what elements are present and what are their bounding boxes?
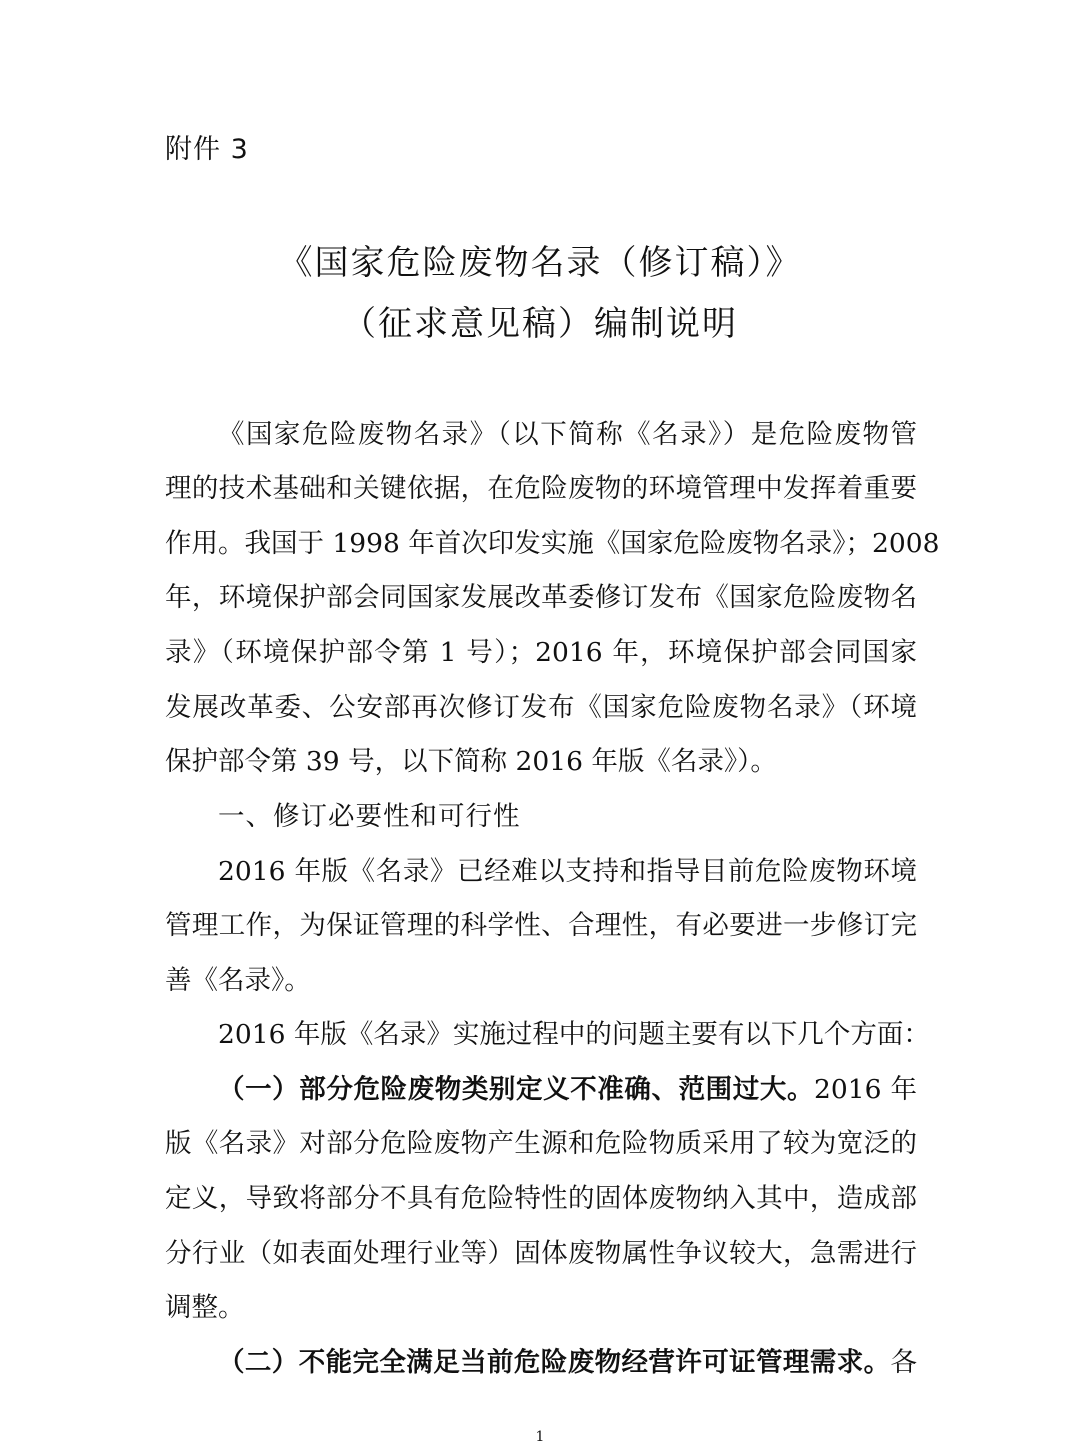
paragraph-line: 调整。: [165, 1292, 245, 1323]
annex-label: 附件 3: [165, 134, 249, 165]
paragraph-line: 2016 年版《名录》实施过程中的问题主要有以下几个方面：: [218, 1019, 930, 1050]
issue-2-title: （二）不能完全满足当前危险废物经营许可证管理需求。: [218, 1347, 891, 1378]
intro-line: 保护部令第 39 号，以下简称 2016 年版《名录》）。: [165, 746, 777, 777]
intro-line: 录》（环境保护部令第 1 号）；2016 年，环境保护部会同国家: [165, 637, 917, 668]
intro-line: 《国家危险废物名录》（以下简称《名录》）是危险废物管: [218, 419, 917, 450]
intro-line: 作用。我国于 1998 年首次印发实施《国家危险废物名录》；2008: [165, 528, 940, 559]
page-number: 1: [535, 1429, 545, 1445]
issue-2-text-start: 各: [890, 1347, 917, 1378]
paragraph-line: 2016 年版《名录》已经难以支持和指导目前危险废物环境: [218, 856, 917, 887]
paragraph-line: 分行业（如表面处理行业等）固体废物属性争议较大，急需进行: [165, 1238, 917, 1269]
paragraph-line: 管理工作，为保证管理的科学性、合理性，有必要进一步修订完: [165, 910, 917, 941]
intro-line: 年，环境保护部会同国家发展改革委修订发布《国家危险废物名: [165, 582, 917, 613]
document-title-line-1: 《国家危险废物名录（修订稿）》: [278, 243, 802, 283]
intro-line: 理的技术基础和关键依据，在危险废物的环境管理中发挥着重要: [165, 473, 917, 504]
document-title-line-2: （征求意见稿）编制说明: [342, 304, 738, 344]
intro-line: 发展改革委、公安部再次修订发布《国家危险废物名录》（环境: [165, 692, 917, 723]
issue-2-first-line: [218, 1343, 917, 1383]
issue-1-first-line: [218, 1070, 917, 1110]
paragraph-line: 定义，导致将部分不具有危险特性的固体废物纳入其中，造成部: [165, 1183, 917, 1214]
paragraph-line: 善《名录》。: [165, 965, 311, 996]
section-heading: 一、修订必要性和可行性: [218, 801, 521, 832]
paragraph-line: 版《名录》对部分危险废物产生源和危险物质采用了较为宽泛的: [165, 1128, 917, 1159]
issue-1-text-start: 2016 年: [814, 1074, 918, 1105]
issue-1-title: （一）部分危险废物类别定义不准确、范围过大。: [218, 1074, 815, 1105]
